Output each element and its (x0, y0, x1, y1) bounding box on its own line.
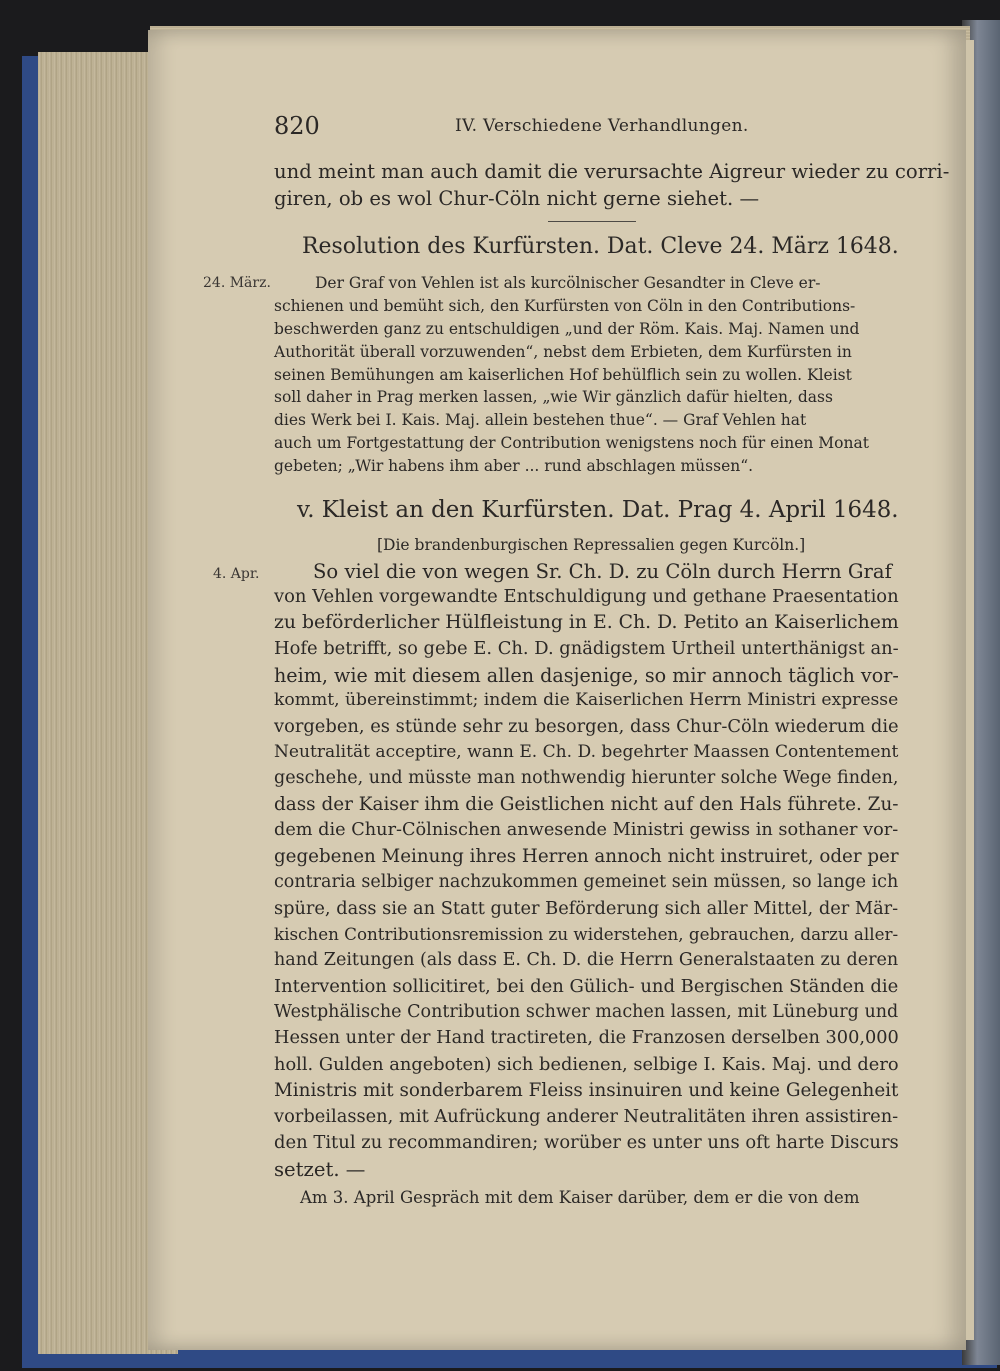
text-line: zu beförderlicher Hülfleistung in E. Ch. D. Petito an Kaiserlichem (274, 612, 899, 633)
text-line: dass der Kaiser ihm die Geistlichen nicht auf den Hals führete. Zu- (274, 794, 899, 815)
text-line: setzet. — (274, 1158, 366, 1181)
text-line: spüre, dass sie an Statt guter Beförderung sich aller Mittel, der Mär- (274, 898, 899, 919)
text-line: holl. Gulden angeboten) sich bedienen, selbige I. Kais. Maj. und dero (274, 1054, 899, 1075)
text-line: kischen Contributionsremission zu widerstehen, gebrauchen, darzu aller- (274, 924, 899, 944)
text-line: Hofe betrifft, so gebe E. Ch. D. gnädigstem Urtheil unterthänigst an- (274, 638, 899, 659)
text-line: geschehe, und müsste man nothwendig hierunter solche Wege finden, (274, 768, 899, 788)
text-line: auch um Fortgestattung der Contribution wenigstens noch für einen Monat (274, 434, 869, 452)
text-line: So viel die von wegen Sr. Ch. D. zu Cöln durch Herrn Graf (313, 560, 892, 583)
text-line: hand Zeitungen (als dass E. Ch. D. die Herrn Generalstaaten zu deren (274, 950, 899, 970)
section-subheading: [Die brandenburgischen Repressalien gegen Kurcöln.] (377, 536, 806, 554)
page-number: 820 (274, 112, 320, 140)
text-line: Der Graf von Vehlen ist als kurcölnischer Gesandter in Cleve er- (315, 274, 821, 292)
text-line: von Vehlen vorgewandte Entschuldigung und gethane Praesentation (274, 586, 899, 607)
running-title: IV. Verschiedene Verhandlungen. (455, 116, 749, 136)
text-line: Ministris mit sonderbarem Fleiss insinuiren und keine Gelegenheit (274, 1080, 899, 1101)
margin-date: 4. Apr. (213, 566, 260, 582)
section-heading-resolution: Resolution des Kurfürsten. Dat. Cleve 24. März 1648. (302, 234, 899, 259)
text-line: kommt, übereinstimmt; indem die Kaiserlichen Herrn Ministri expresse (274, 690, 899, 710)
facing-page-edge (966, 40, 974, 1340)
intro-line: giren, ob es wol Chur-Cöln nicht gerne siehet. — (274, 187, 760, 210)
text-line: Authorität überall vorzuwenden“, nebst dem Erbieten, dem Kurfürsten in (274, 343, 852, 361)
closing-line: Am 3. April Gespräch mit dem Kaiser darüber, dem er die von dem (300, 1188, 860, 1207)
text-line: den Titul zu recommandiren; worüber es unter uns oft harte Discurs (274, 1132, 899, 1153)
text-line: contraria selbiger nachzukommen gemeinet sein müssen, so lange ich (274, 872, 899, 892)
intro-line: und meint man auch damit die verursachte Aigreur wieder zu corri- (274, 160, 950, 183)
text-line: vorbeilassen, mit Aufrückung anderer Neutralitäten ihren assistiren- (274, 1106, 899, 1127)
text-line: heim, wie mit diesem allen dasjenige, so mir annoch täglich vor- (274, 664, 899, 687)
text-line: Hessen unter der Hand tractireten, die Franzosen derselben 300,000 (274, 1028, 899, 1048)
text-line: seinen Bemühungen am kaiserlichen Hof behülflich sein zu wollen. Kleist (274, 366, 852, 384)
text-line: gebeten; „Wir habens ihm aber ... rund abschlagen müssen“. (274, 457, 754, 475)
section-divider (548, 221, 636, 222)
text-line: soll daher in Prag merken lassen, „wie Wir gänzlich dafür hielten, dass (274, 388, 833, 406)
section-heading-letter: v. Kleist an den Kurfürsten. Dat. Prag 4. April 1648. (297, 497, 899, 523)
text-line: Intervention sollicitiret, bei den Gülich- und Bergischen Ständen die (274, 976, 899, 997)
text-line: gegebenen Meinung ihres Herren annoch nicht instruiret, oder per (274, 846, 899, 867)
text-line: dem die Chur-Cölnischen anwesende Ministri gewiss in sothaner vor- (274, 820, 899, 840)
margin-date: 24. März. (203, 275, 271, 291)
text-line: Westphälische Contribution schwer machen lassen, mit Lüneburg und (274, 1002, 899, 1022)
text-line: beschwerden ganz zu entschuldigen „und der Röm. Kais. Maj. Namen und (274, 320, 860, 338)
text-line: Neutralität acceptire, wann E. Ch. D. begehrter Maassen Contentement (274, 742, 899, 762)
text-line: schienen und bemüht sich, den Kurfürsten von Cöln in den Contributions- (274, 297, 856, 315)
text-line: vorgeben, es stünde sehr zu besorgen, dass Chur-Cöln wiederum die (274, 716, 899, 737)
text-line: dies Werk bei I. Kais. Maj. allein bestehen thue“. — Graf Vehlen hat (274, 411, 807, 429)
